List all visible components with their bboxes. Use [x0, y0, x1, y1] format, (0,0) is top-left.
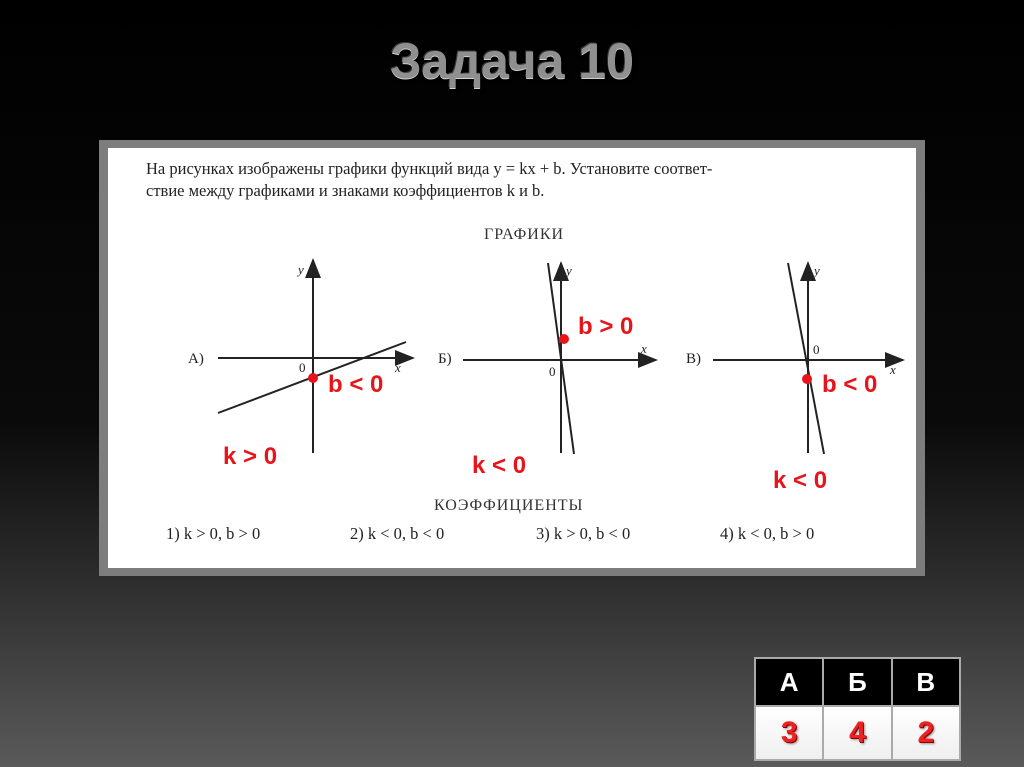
graph-b-b-note: b > 0: [578, 313, 634, 340]
graph-v-intercept-point: [802, 374, 812, 384]
answer-table-header-row: [755, 658, 960, 706]
graph-b-intercept-point: [559, 334, 569, 344]
answer-value-v: 2: [892, 706, 960, 760]
graph-a-origin: 0: [299, 360, 306, 375]
coefficient-option-3: 3) k > 0, b < 0: [536, 524, 631, 543]
graph-v-x-label: x: [890, 362, 896, 377]
statement-line-1: На рисунках изображены графики функций вида y = kx + b. Установите соответ-: [146, 159, 713, 178]
answer-value-b: 4: [823, 706, 891, 760]
graph-v-b-note: b < 0: [822, 371, 878, 398]
coefficient-option-1: 1) k > 0, b > 0: [166, 524, 261, 543]
answer-value-a: 3: [755, 706, 823, 760]
answer-header-b: Б: [823, 658, 891, 706]
graph-b-k-note: k < 0: [472, 452, 527, 479]
answer-table-values-row: [755, 706, 960, 760]
statement-line-2: ствие между графиками и знаками коэффициентов k и b.: [146, 181, 545, 200]
coefficient-option-4: 4) k < 0, b > 0: [720, 524, 815, 543]
graph-v-line: [788, 263, 824, 454]
graph-a-x-label: x: [395, 360, 401, 375]
slide-title: Задача 10: [390, 33, 634, 89]
graph-v-k-note: k < 0: [773, 467, 828, 494]
graph-b-letter: Б): [438, 351, 452, 367]
graph-a-k-note: k > 0: [223, 443, 278, 470]
graph-a-y-label: y: [298, 262, 304, 277]
coefficient-option-2: 2) k < 0, b < 0: [350, 524, 445, 543]
graph-b-x-label: x: [641, 341, 647, 356]
graph-a-letter: А): [188, 351, 204, 367]
graph-a-intercept-point: [308, 373, 318, 383]
graphs-heading: ГРАФИКИ: [484, 226, 565, 243]
problem-sheet: [108, 148, 916, 568]
graph-b-y-label: y: [566, 263, 572, 278]
graph-a-b-note: b < 0: [328, 371, 384, 398]
graph-b: [438, 263, 656, 479]
answer-table: [754, 657, 961, 761]
graph-v-y-label: y: [814, 263, 820, 278]
graph-b-origin: 0: [549, 364, 556, 379]
answer-header-a: А: [755, 658, 823, 706]
answer-header-v: В: [892, 658, 960, 706]
graph-v-letter: В): [686, 351, 701, 367]
graph-a: [188, 260, 413, 470]
coefficients-heading: КОЭФФИЦИЕНТЫ: [434, 497, 584, 514]
problem-image-frame: [99, 140, 925, 576]
graph-v: [686, 263, 903, 494]
graph-v-origin: 0: [813, 342, 820, 357]
